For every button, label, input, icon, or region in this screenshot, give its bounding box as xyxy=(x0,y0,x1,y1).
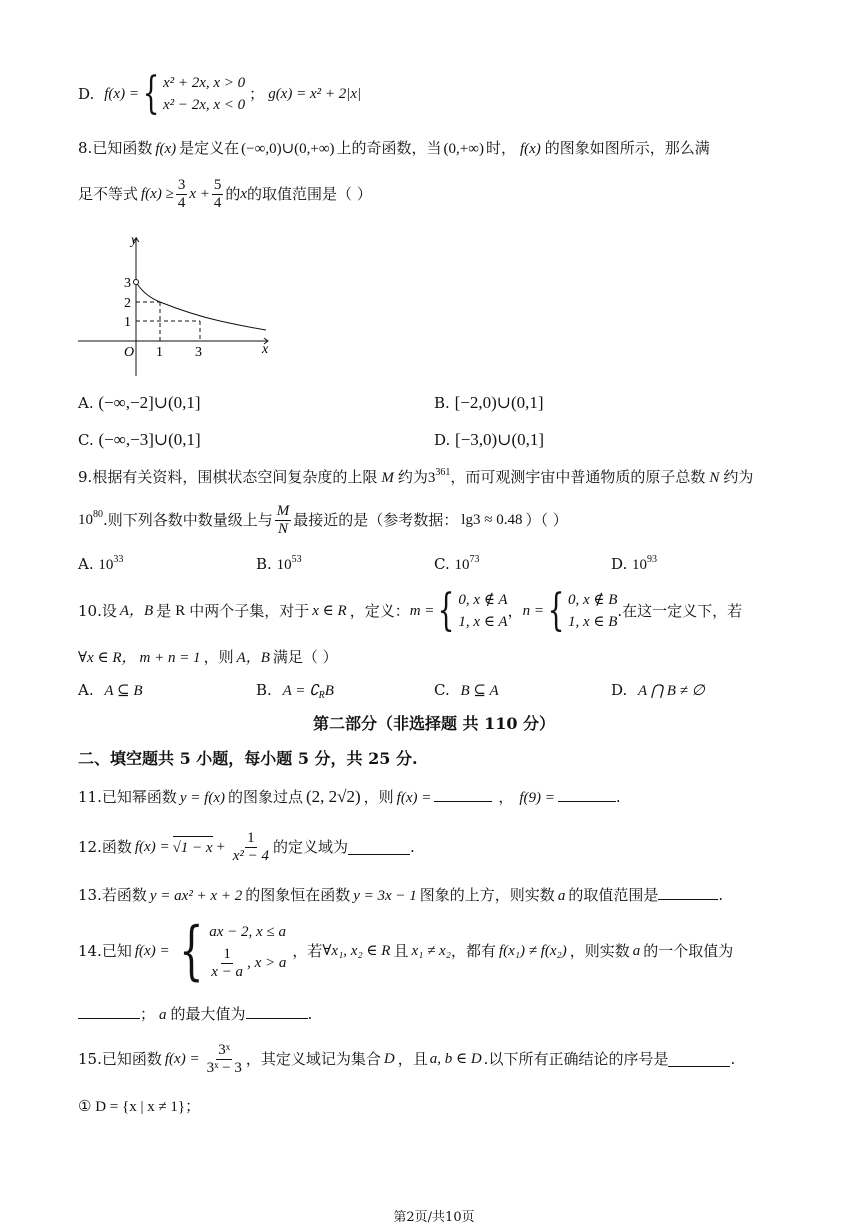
q8-graph xyxy=(78,228,288,378)
q7d-brace: { xyxy=(142,68,160,119)
q11-text: 已知幂函数 xyxy=(101,788,177,806)
q8-ineq-mid: x + xyxy=(189,186,210,202)
q8-var-x: x xyxy=(240,186,248,202)
q10-option-b xyxy=(256,680,334,701)
q14-case2-den: x − a xyxy=(211,963,244,980)
q9-n-value xyxy=(78,510,103,530)
q14-text: 的一个取值为 xyxy=(643,942,734,960)
q14-text: ，若 xyxy=(292,942,323,960)
q9-frac-num: M xyxy=(276,502,290,519)
q9-option-d xyxy=(611,554,657,575)
q7d-f-lhs: f(x) = xyxy=(104,86,139,102)
q14-text: ，则实数 xyxy=(569,942,630,960)
q10-option-d xyxy=(611,680,705,701)
y-tick-2: 2 xyxy=(124,296,131,311)
section-heading: 二、填空题共 5 小题，每小题 5 分，共 25 分. xyxy=(78,749,418,768)
q11-point: (2, 2√2) xyxy=(306,787,361,806)
q8-option-a xyxy=(78,393,201,413)
q14-case2-frac xyxy=(209,946,245,981)
q15-frac-num: 3ˣ xyxy=(218,1041,231,1058)
q9-number: 9. xyxy=(78,468,93,486)
q12-plus: + xyxy=(215,839,226,855)
q10-number: 10. xyxy=(78,602,102,620)
q9-N: N xyxy=(709,470,720,486)
q10-text: ，则 xyxy=(203,648,234,666)
option-exp: 73 xyxy=(469,554,480,565)
q13-f2: y = 3x − 1 xyxy=(353,888,417,904)
q15-text: ，其定义域记为集合 xyxy=(245,1050,381,1068)
q8-line2 xyxy=(78,174,372,214)
q13-text: 图象的上方，则实数 xyxy=(419,886,555,904)
q10-xinR: x ∈ R xyxy=(312,603,347,619)
option-label: A. xyxy=(78,555,94,573)
q12-frac-den: x² − 4 xyxy=(232,847,269,864)
q15-end: . xyxy=(730,1050,736,1068)
q10-text: 满足（ ） xyxy=(272,648,338,666)
curve xyxy=(136,282,266,330)
option-base: 10 xyxy=(98,557,114,573)
q14-text: 且 xyxy=(393,942,409,960)
q8-frac1-num: 3 xyxy=(177,176,186,193)
q8-text: 足不等式 xyxy=(78,185,139,203)
q10-line1 xyxy=(78,585,743,636)
q11-blank-2[interactable] xyxy=(558,787,616,802)
q8-fx: f(x) xyxy=(155,141,177,157)
q10-n-case1: 0, x ∉ B xyxy=(567,592,618,608)
q10-n-lhs: n = xyxy=(522,603,544,619)
q10-line2 xyxy=(78,647,338,668)
q9-text: ）（ ） xyxy=(525,511,568,529)
q14-text: 的最大值为 xyxy=(170,1005,246,1023)
option-value: B ⊆ A xyxy=(460,683,499,699)
q10-text: ，定义： xyxy=(349,602,410,620)
q8-text: 是定义在 xyxy=(179,139,240,157)
q13 xyxy=(78,885,723,906)
q14-blank-1[interactable] xyxy=(78,1004,140,1019)
option-tail: B xyxy=(324,683,334,699)
q12-fx: f(x) = xyxy=(134,839,170,855)
q8-option-b xyxy=(434,393,544,413)
q10-forall: ∀x ∈ R， xyxy=(78,650,137,666)
q9-text: 约为 xyxy=(723,468,754,486)
q15-text: 已知函数 xyxy=(101,1050,162,1068)
q8-text: 上的奇函数，当 xyxy=(336,139,442,157)
q12-blank[interactable] xyxy=(348,840,410,855)
q12 xyxy=(78,826,415,868)
q9-m-value xyxy=(427,467,451,486)
q8-frac1 xyxy=(176,177,188,212)
option-label: A. xyxy=(78,681,94,699)
q12-end: . xyxy=(410,838,415,856)
q14-case1: ax − 2, x ≤ a xyxy=(209,923,286,940)
q9-option-b xyxy=(256,554,302,575)
q8-ineq-lhs: f(x) ≥ xyxy=(141,186,174,202)
q14-cond2: x₁ ≠ x₂ xyxy=(411,943,451,959)
q7d-g-def: g(x) = x² + 2|x| xyxy=(268,86,362,102)
q11-fx: f(x) = xyxy=(396,790,432,806)
q9-text: 最接近的是（参考数据： xyxy=(293,511,459,529)
q15-fx: f(x) = xyxy=(164,1051,200,1067)
q8-option-d xyxy=(434,430,544,450)
q13-text: 的图象恒在函数 xyxy=(245,886,351,904)
q9-m-exp: 361 xyxy=(435,467,451,478)
q9-text: .则下列各数中数量级上与 xyxy=(103,511,273,529)
q9-text: 根据有关资料，围棋状态空间复杂度的上限 xyxy=(92,468,378,486)
q14-fx: f(x) = xyxy=(134,943,170,959)
q14-case2-num: 1 xyxy=(223,945,231,962)
q11-blank-1[interactable] xyxy=(434,787,492,802)
option-label: D. xyxy=(611,555,628,573)
q10-n-cases xyxy=(568,589,617,633)
q15-frac xyxy=(205,1042,244,1077)
option-label: D. xyxy=(611,681,628,699)
q14-end: . xyxy=(307,1005,313,1023)
q9-line1 xyxy=(78,467,753,488)
origin-label: O xyxy=(124,345,135,360)
q14-case2-tail: , x > a xyxy=(247,955,287,971)
q8-fx: f(x) xyxy=(519,141,541,157)
q14-sep: ； xyxy=(140,1005,156,1023)
q9-line2 xyxy=(78,500,568,540)
part2-title: 第二部分（非选择题 共 110 分） xyxy=(312,714,556,733)
q10-m-lhs: m = xyxy=(409,603,435,619)
q8-text: 时， xyxy=(485,139,516,157)
q15-blank[interactable] xyxy=(668,1052,730,1067)
q8-frac2 xyxy=(212,177,224,212)
q11-text: 的图象过点 xyxy=(227,788,303,806)
q11-f9: f(9) = xyxy=(519,790,555,806)
option-base: 10 xyxy=(276,557,292,573)
q7d-case1: x² + 2x, x > 0 xyxy=(162,75,246,91)
q11-end: . xyxy=(615,788,621,806)
option-value: A ⊆ B xyxy=(104,683,143,699)
q8-interval: (0,+∞) xyxy=(443,141,484,157)
q15-D: D xyxy=(383,1051,395,1067)
q8-line1 xyxy=(78,138,710,159)
q15-item1: ① D = {x | x ≠ 1}； xyxy=(78,1099,201,1115)
q9-text: 约为 xyxy=(397,468,428,486)
q9-frac-den: N xyxy=(278,520,289,537)
option-label: D. xyxy=(434,431,451,449)
q10-option-c xyxy=(434,680,499,701)
option-label: C. xyxy=(434,681,450,699)
q10-n-case2: 1, x ∈ B xyxy=(567,614,618,630)
q10-AB: A，B xyxy=(236,650,270,666)
q14-text: 已知 xyxy=(101,942,132,960)
q14-a: a xyxy=(632,943,641,959)
q10-text: .在这一定义下，若 xyxy=(617,602,743,620)
q14-case2 xyxy=(209,946,286,981)
option-value: [−3,0)∪(0,1] xyxy=(455,430,545,449)
q11-number: 11. xyxy=(78,788,102,806)
option-sub: R xyxy=(318,690,325,701)
q14-line1 xyxy=(78,914,734,988)
option-value: A = ∁ xyxy=(282,683,319,699)
q13-text: 若函数 xyxy=(101,886,147,904)
option-value: (−∞,−2]∪(0,1] xyxy=(98,393,201,412)
x-label: x xyxy=(262,342,269,357)
q14-brace: { xyxy=(178,914,204,988)
option-value: (−∞,−3]∪(0,1] xyxy=(98,430,201,449)
q14-cond3: f(x₁) ≠ f(x₂) xyxy=(498,943,567,959)
x-tick-1: 1 xyxy=(156,345,163,360)
q10-m-cases xyxy=(458,589,507,633)
q8-frac1-den: 4 xyxy=(177,194,186,211)
q13-number: 13. xyxy=(78,886,102,904)
q8-frac2-den: 4 xyxy=(213,194,222,211)
q8-text: 的图象如图所示，那么满 xyxy=(544,139,710,157)
q10-text: 设 xyxy=(101,602,117,620)
q12-text: 函数 xyxy=(101,838,132,856)
q8-domain: (−∞,0)∪(0,+∞) xyxy=(241,141,335,157)
option-exp: 53 xyxy=(291,554,302,565)
y-tick-1: 1 xyxy=(124,315,131,330)
q11 xyxy=(78,787,621,808)
q9-text: ，而可观测宇宙中普通物质的原子总数 xyxy=(450,468,706,486)
q13-blank[interactable] xyxy=(658,885,718,900)
option-base: 10 xyxy=(454,557,470,573)
option-exp: 93 xyxy=(647,554,658,565)
q15-frac-den: 3ˣ − 3 xyxy=(206,1059,242,1076)
q7d-case2: x² − 2x, x < 0 xyxy=(162,97,246,113)
q10-comma: ， xyxy=(507,602,523,620)
option-exp: 33 xyxy=(113,554,124,565)
option-label: B. xyxy=(256,681,272,699)
q8-text: 的 xyxy=(225,185,241,203)
q10-m-case1: 0, x ∉ A xyxy=(458,592,508,608)
q7-option-d xyxy=(78,68,362,119)
y-label: y xyxy=(131,233,138,248)
q10-m-brace: { xyxy=(438,585,455,636)
q12-sqrt: √1 − x xyxy=(173,836,213,858)
q12-text: 的定义域为 xyxy=(272,838,348,856)
q10-m-case2: 1, x ∈ A xyxy=(458,614,508,630)
open-point xyxy=(134,280,139,285)
q11-sep: ， xyxy=(498,788,514,806)
q14-line2 xyxy=(78,1004,312,1025)
option-value: A ⋂ B ≠ ∅ xyxy=(638,683,705,699)
q8-option-c xyxy=(78,430,201,450)
x-tick-3: 3 xyxy=(195,345,202,360)
y-tick-3: 3 xyxy=(124,276,131,291)
q14-cond1: ∀x₁, x₂ ∈ R xyxy=(322,943,391,959)
q10-R: R xyxy=(175,603,186,619)
page-footer: 第2页/共10页 xyxy=(393,1210,475,1225)
q15 xyxy=(78,1036,735,1082)
option-base: 10 xyxy=(632,557,648,573)
q10-n-brace: { xyxy=(547,585,565,636)
option-label: B. xyxy=(434,394,450,412)
q9-frac xyxy=(275,503,292,538)
q10-option-a xyxy=(78,680,143,701)
option-label: A. xyxy=(78,394,94,412)
q9-ref: lg3 ≈ 0.48 xyxy=(461,512,523,528)
q10-AB: A，B xyxy=(119,603,154,619)
option-label: B. xyxy=(256,555,272,573)
q10-text: 中两个子集，对于 xyxy=(189,602,310,620)
q8-frac2-num: 5 xyxy=(213,176,222,193)
q10-text: 是 xyxy=(156,602,172,620)
q12-frac-num: 1 xyxy=(247,829,255,846)
q9-m-base: 3 xyxy=(427,470,436,486)
q9-option-c xyxy=(434,554,480,575)
option-label: C. xyxy=(434,555,450,573)
q8-text: 的取值范围是（ ） xyxy=(247,185,372,203)
q9-n-base: 10 xyxy=(78,512,93,528)
option-value: [−2,0)∪(0,1] xyxy=(454,393,544,412)
q7d-cases xyxy=(163,72,245,116)
q15-text: .以下所有正确结论的序号是 xyxy=(483,1050,669,1068)
q8-number: 8. xyxy=(78,139,93,157)
q11-text: ，则 xyxy=(363,788,394,806)
q12-number: 12. xyxy=(78,838,102,856)
q8-text: 已知函数 xyxy=(92,139,153,157)
q14-number: 14. xyxy=(78,942,102,960)
q9-n-exp: 80 xyxy=(93,509,103,520)
q14-line2-a: a xyxy=(159,1007,167,1023)
option-label: C. xyxy=(78,431,94,449)
q14-cases xyxy=(209,922,286,981)
q7d-label: D. xyxy=(78,85,95,103)
q15-text: ，且 xyxy=(397,1050,428,1068)
q13-text: 的取值范围是 xyxy=(568,886,659,904)
q13-a: a xyxy=(557,888,566,904)
q9-option-a xyxy=(78,554,123,575)
q11-eq: y = f(x) xyxy=(179,790,225,806)
q13-end: . xyxy=(718,886,724,904)
q9-M: M xyxy=(381,470,394,486)
q7d-sep: ； xyxy=(249,85,265,103)
q13-f1: y = ax² + x + 2 xyxy=(149,888,243,904)
q14-blank-2[interactable] xyxy=(246,1004,308,1019)
q10-cond: m + n = 1 xyxy=(139,650,201,666)
q14-text: ，都有 xyxy=(450,942,496,960)
q15-number: 15. xyxy=(78,1050,102,1068)
q12-frac xyxy=(231,830,271,865)
q15-ab: a, b ∈ D xyxy=(429,1051,482,1067)
